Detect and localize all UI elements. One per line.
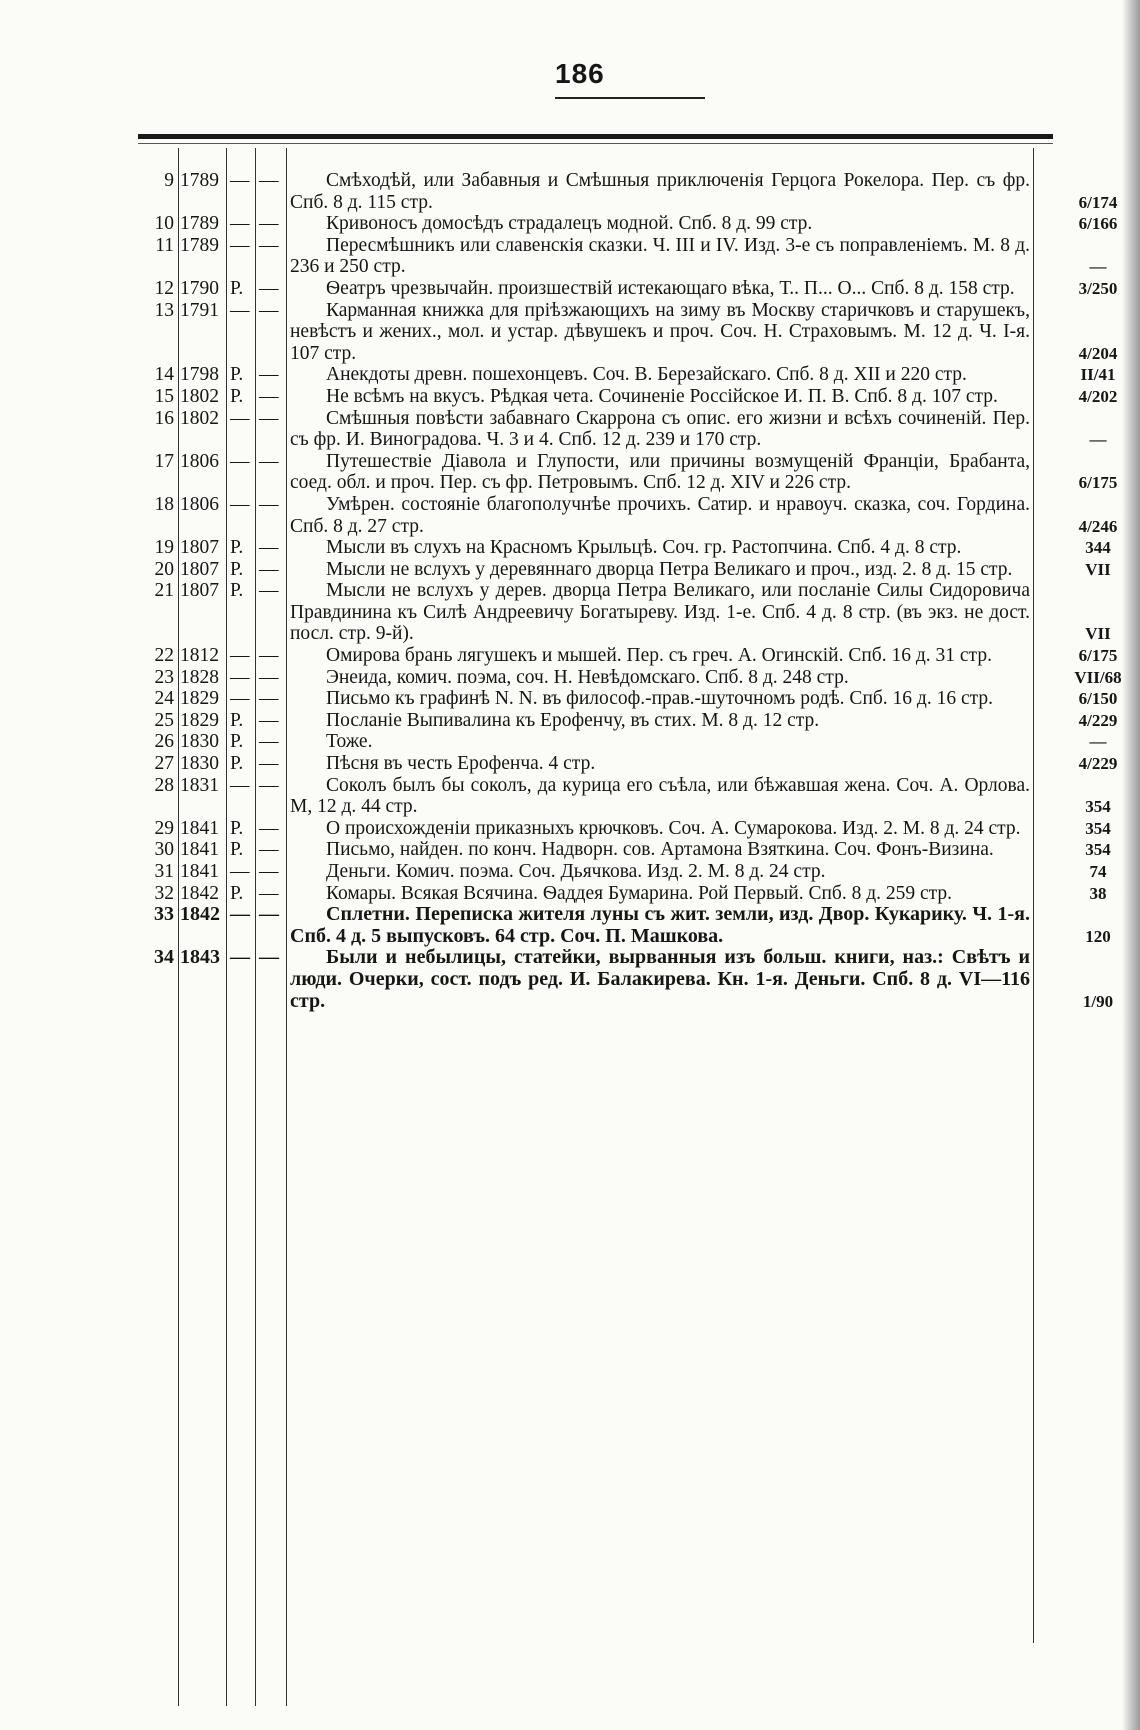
entry-text: Были и небылицы, статейки, вырванныя изъ больш. книги, наз.: Свѣтъ и люди. Очерки, сост. подъ ред. И. Балакирева. Кн. 1-я. Деньги. Спб. 8 д. VI—116 стр. [290,946,1030,1012]
entry-number: 12 [154,277,174,299]
entry-mark: — [230,645,250,667]
entry-mark: — [230,407,250,429]
entry-year: 1806 [180,450,219,472]
entry-code: 344 [1085,538,1111,558]
table-row [138,818,1140,840]
entry-code: 6/175 [1078,473,1118,493]
entry-text: Энеида, комич. поэма, соч. Н. Невѣдомскаго. Спб. 8 д. 248 стр. [326,666,849,688]
entry-number: 20 [154,558,174,580]
entry-code: II/41 [1080,365,1116,385]
entry-number: 31 [154,861,174,882]
entry-mark: Р. [230,709,244,731]
entry-number: 18 [154,493,174,515]
entry-mark: Р. [230,385,244,407]
entry-mark: — [230,903,250,926]
entry-dash: — [259,666,279,688]
table-row [138,688,1140,710]
table-row [138,883,1140,905]
table-row [138,839,1140,861]
table-row [138,300,1140,365]
table-row [138,861,1140,883]
table-row [138,667,1140,689]
entry-mark: Р. [230,817,244,839]
entry-code: 354 [1085,840,1111,860]
entry-year: 1802 [180,407,219,429]
entry-dash: — [259,213,279,235]
entry-code: 6/175 [1078,646,1118,666]
bibliography-table [138,148,1122,1703]
table-row [138,235,1140,278]
entry-dash: — [259,645,279,667]
entry-mark: — [230,299,250,321]
entry-mark: — [230,774,250,796]
entry-dash: — [259,450,279,472]
entry-year: 1841 [180,839,219,861]
entry-year: 1807 [180,537,219,559]
entry-mark: Р. [230,364,244,386]
entry-dash: — [259,277,279,299]
entry-text: Сплетни. Переписка жителя луны съ жит. земли, изд. Двор. Кукарику. Ч. 1-я. Спб. 4 д. 5 выпусковъ. 64 стр. Соч. П. Машкова. [290,903,1030,947]
entry-dash: — [259,385,279,407]
entry-year: 1842 [180,903,220,926]
entry-number: 14 [154,364,174,386]
entry-number: 29 [154,817,174,839]
entry-text: О происхожденіи приказныхъ крючковъ. Соч. А. Сумарокова. Изд. 2. М. 8 д. 24 стр. [326,817,1021,839]
entry-text: Ѳеатръ чрезвычайн. произшествій истекающаго вѣка, Т.. П... О... Спб. 8 д. 158 стр. [326,277,1015,299]
entry-number: 9 [164,170,174,191]
entry-dash: — [259,407,279,429]
table-row [138,408,1140,451]
entry-dash: — [259,731,279,753]
table-row [138,451,1140,494]
entry-code: 3/250 [1078,278,1118,298]
entry-number: 27 [154,753,174,775]
entry-dash: — [259,688,279,710]
entry-code: VII/68 [1074,667,1122,687]
entry-number: 34 [154,946,174,969]
entry-number: 11 [155,234,174,256]
entry-code: 38 [1089,883,1107,903]
entry-number: 13 [154,299,174,321]
entry-dash: — [259,709,279,731]
table-row [138,580,1140,645]
entry-code: 4/229 [1078,710,1118,730]
table-row [138,731,1140,753]
entry-number: 21 [154,580,174,602]
entry-text: Соколъ былъ бы соколъ, да курица его съѣла, или бѣжавшая жена. Соч. А. Орлова. М, 12 д. 44 стр. [290,774,1030,818]
entry-code: 354 [1085,797,1111,817]
entry-mark: — [230,450,250,472]
entry-code: 4/246 [1078,516,1118,536]
entry-text: Комары. Всякая Всячина. Ѳаддея Бумарина. Рой Первый. Спб. 8 д. 259 стр. [326,882,953,904]
entry-mark: — [230,234,250,256]
entry-dash: — [259,817,279,839]
entry-mark: Р. [230,537,244,559]
entry-number: 32 [154,882,174,904]
table-row [138,386,1140,408]
entry-dash: — [259,234,279,256]
entry-text: Смѣшныя повѣсти забавнаго Скаррона съ опис. его жизни и всѣхъ сочиненій. Пер. съ фр. И. Виноградова. Ч. 3 и 4. Спб. 12 д. 239 и 170 стр. [290,407,1030,451]
entry-number: 30 [154,839,174,861]
entry-code: VII [1085,624,1111,644]
entry-year: 1790 [180,277,219,299]
entry-mark: — [230,213,250,235]
entry-number: 23 [154,666,174,688]
entry-number: 19 [154,537,174,559]
entry-year: 1807 [180,558,219,580]
entry-dash: — [259,558,279,580]
entry-mark: — [230,493,250,515]
header-rule-thick [138,134,1053,139]
entry-mark: — [230,946,250,969]
entry-year: 1831 [180,774,219,796]
entry-text: Письмо, найден. по конч. Надворн. сов. Артамона Взяткина. Соч. Фонъ-Визина. [326,839,994,861]
entry-number: 25 [154,709,174,731]
entry-code: 4/229 [1078,754,1118,774]
entry-number: 17 [154,450,174,472]
entry-mark: Р. [230,277,244,299]
entry-text: Умѣрен. состояніе благополучнѣе прочихъ. Сатир. и нравоуч. сказка, соч. Гордина. Спб. 8 д. 27 стр. [290,493,1030,537]
table-row [138,947,1140,1012]
entry-text: Деньги. Комич. поэма. Соч. Дьячкова. Изд. 2. М. 8 д. 24 стр. [326,861,826,882]
entry-text: Омирова брань лягушекъ и мышей. Пер. съ греч. А. Огинскій. Спб. 16 д. 31 стр. [326,645,992,667]
entry-dash: — [259,861,279,882]
entry-year: 1789 [180,234,219,256]
entry-number: 28 [154,774,174,796]
entry-dash: — [259,493,279,515]
table-row [138,904,1140,947]
entry-year: 1843 [180,946,220,969]
entry-year: 1842 [180,882,219,904]
entry-code: 6/166 [1078,214,1118,234]
entry-number: 33 [154,903,174,926]
entry-text: Кривоносъ домосѣдъ страдалецъ модной. Спб. 8 д. 99 стр. [326,213,813,235]
entry-year: 1829 [180,709,219,731]
entry-year: 1807 [180,580,219,602]
entry-dash: — [259,774,279,796]
entry-number: 26 [154,731,174,753]
entry-code: 120 [1085,926,1111,946]
entry-text: Смѣходѣй, или Забавныя и Смѣшныя приключенія Герцога Рокелора. Пер. съ фр. Спб. 8 д. 115 стр. [290,170,1030,213]
entry-dash: — [259,882,279,904]
entry-year: 1828 [180,666,219,688]
entry-year: 1789 [180,213,219,235]
entry-text: Пѣсня въ честь Ерофенча. 4 стр. [326,753,596,775]
entry-year: 1829 [180,688,219,710]
entry-code: 1/90 [1082,991,1114,1011]
entry-year: 1802 [180,385,219,407]
entry-year: 1806 [180,493,219,515]
entry-code: 4/202 [1078,386,1118,406]
table-row [138,559,1140,581]
page-edge-shadow [1122,0,1140,1730]
entry-mark: — [230,170,250,191]
entry-dash: — [259,299,279,321]
entry-mark: Р. [230,558,244,580]
entry-mark: — [230,688,250,710]
entry-code: 4/204 [1078,343,1118,363]
entry-year: 1841 [180,861,219,882]
table-row [138,278,1140,300]
table-row [138,170,1140,213]
entry-dash: — [259,753,279,775]
entry-text: Карманная книжка для пріѣзжающихъ на зиму въ Москву старичковъ и старушекъ, невѣстъ и жених., мол. и устар. дѣвушекъ и проч. Соч. Н. Страховымъ. М. 12 д. Ч. I-я. 107 стр. [290,299,1030,364]
entry-code: 74 [1089,862,1107,881]
entry-dash: — [259,580,279,602]
entry-text: Анекдоты древн. пошехонцевъ. Соч. В. Березайскаго. Спб. 8 д. XII и 220 стр. [326,364,967,386]
entry-code: 6/174 [1078,192,1118,212]
entry-number: 10 [154,213,174,235]
table-row [138,494,1140,537]
entry-number: 24 [154,688,174,710]
entry-dash: — [259,903,279,926]
entry-mark: Р. [230,731,244,753]
entry-text: Пересмѣшникъ или славенскія сказки. Ч. III и IV. Изд. 3-е съ поправленіемъ. М. 8 д. 236 и 250 стр. [290,234,1030,278]
table-row [138,364,1140,386]
header-rule-thin [138,143,1053,144]
table-row [138,753,1140,775]
entry-text: Посланіе Выпивалина къ Ерофенчу, въ стих. М. 8 д. 12 стр. [326,709,820,731]
entry-year: 1789 [180,170,219,191]
entry-year: 1812 [180,645,219,667]
page-number-underline [555,97,705,99]
entry-mark: — [230,861,250,882]
entry-mark: Р. [230,839,244,861]
entry-list [138,170,1140,1012]
entry-dash: — [259,170,279,191]
entry-text: Письмо къ графинѣ N. N. въ философ.-прав.-шуточномъ родѣ. Спб. 16 д. 16 стр. [326,688,994,710]
entry-code: — [1089,732,1107,752]
entry-dash: — [259,946,279,969]
entry-mark: — [230,666,250,688]
entry-code: VII [1085,559,1111,579]
entry-number: 15 [154,385,174,407]
entry-year: 1841 [180,817,219,839]
entry-number: 22 [154,645,174,667]
entry-year: 1791 [180,299,219,321]
entry-text: Путешествіе Діавола и Глупости, или причины возмущеній Франціи, Брабанта, соед. обл. и проч. Пер. съ фр. Петровымъ. Спб. 12 д. XIV и 226 стр. [290,450,1030,494]
table-row [138,710,1140,732]
entry-dash: — [259,839,279,861]
entry-mark: Р. [230,882,244,904]
entry-year: 1830 [180,753,219,775]
entry-mark: Р. [230,753,244,775]
entry-number: 16 [154,407,174,429]
entry-dash: — [259,364,279,386]
entry-year: 1830 [180,731,219,753]
entry-code: 6/150 [1078,689,1118,709]
table-row [138,645,1140,667]
entry-code: 354 [1085,818,1111,838]
entry-code: — [1089,257,1107,277]
table-row [138,537,1140,559]
entry-code: — [1089,430,1107,450]
entry-dash: — [259,537,279,559]
entry-year: 1798 [180,364,219,386]
entry-text: Мысли въ слухъ на Красномъ Крыльцѣ. Соч. гр. Растопчина. Спб. 4 д. 8 стр. [326,537,962,559]
table-row [138,213,1140,235]
entry-text: Мысли не вслухъ у дерев. дворца Петра Великаго, или посланіе Силы Сидоровича Правдинина къ Силѣ Андреевичу Богатыреву. Изд. 1-е. Спб. 4 д. 8 стр. (въ экз. не дост. посл. стр. 9-й). [290,580,1030,645]
entry-mark: Р. [230,580,244,602]
entry-text: Тоже. [326,731,373,753]
page-number: 186 [555,58,605,89]
table-row [138,775,1140,818]
entry-text: Мысли не вслухъ у деревяннаго дворца Петра Великаго и проч., изд. 2. 8 д. 15 стр. [326,558,1013,580]
entry-text: Не всѣмъ на вкусъ. Рѣдкая чета. Сочиненіе Россійское И. П. В. Спб. 8 д. 107 стр. [326,385,998,407]
